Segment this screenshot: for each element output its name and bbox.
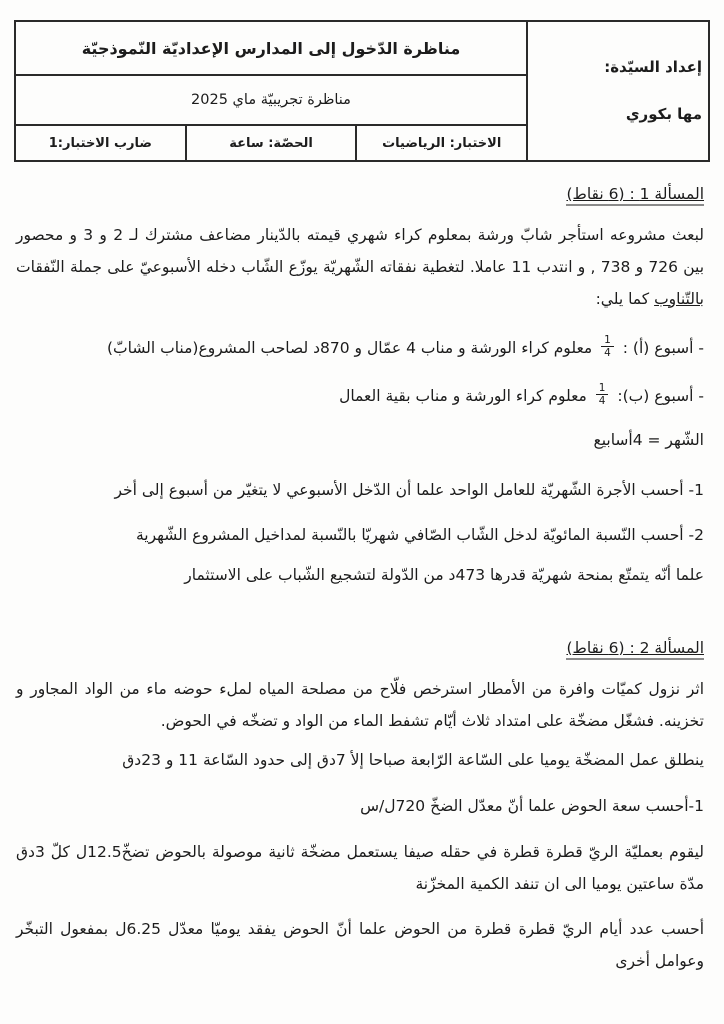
fraction-denominator: 4 (598, 395, 606, 408)
exam-header-table (14, 20, 710, 162)
problem1-section (16, 184, 704, 592)
week-b-text: معلوم كراء الورشة و مناب بقية العمال (339, 387, 592, 406)
problem1-intro-before: لبعث مشروعه استأجر شابّ ورشة بمعلوم كراء شهري قيمته بالدّينار مضاعف مشترك لـ 2 و 3 و محصور بين 726 و 738 , و انتدب 11 عاملا. لتغطية نفقاته الشّهريّة يوزّع الشّاب دخله الأسبوعيّ على جملة النّفقات (16, 226, 705, 276)
fraction-denominator: 4 (604, 347, 611, 360)
exam-title: مناظرة الدّخول إلى المدارس الإعداديّة النّموذجيّة (15, 21, 527, 75)
problem2-schedule: ينطلق عمل المضخّة يوميا على السّاعة الرّابعة صباحا إلأ 7دق إلى حدود السّاعة 11 و 23دق (122, 751, 704, 770)
exam-subject: الاختبار: الرياضيات (356, 125, 527, 161)
fraction-numerator: 1 (601, 334, 614, 347)
problem2-intro: اثر نزول كميّات وافرة من الأمطار استرخص فلّاح من مصلحة المياه لملء حوضه ماء من الواد المجاور و تخزينه. فشغّل مضخّة على امتداد ثلاث أيّام تشفط الماء من الواد و تضخّه في الحوض. (16, 679, 704, 730)
problem2-section (16, 638, 704, 978)
week-b-prefix: - أسبوع (ب): (612, 387, 704, 406)
fraction-one-quarter (596, 382, 609, 407)
fraction-one-quarter (601, 334, 614, 359)
exam-body (14, 184, 710, 978)
problem2-question1: 1-أحسب سعة الحوض علما أنّ معدّل الضخّ 720ل/س (360, 797, 704, 816)
problem2-irrigation: ليقوم بعمليّة الريّ قطرة قطرة في حقله صيفا يستعمل مضخّة ثانية موصولة بالحوض تضخّ12.5ل كلّ 3دق مدّة ساعتين يوميا الى ان تنفد الكمية المخزّنة (16, 842, 704, 893)
problem1-week-a (16, 333, 704, 365)
week-a-prefix: - أسبوع (أ) : (617, 339, 704, 358)
exam-coefficient: ضارب الاختبار:1 (15, 125, 186, 161)
problem1-intro-after: كما يلي: (595, 289, 655, 308)
problem1-question2-note: علما أنّه يتمتّع بمنحة شهريّة قدرها 473د من الدّولة لتشجيع الشّباب على الاستثمار (184, 566, 704, 585)
problem1-month-note: الشّهر = 4أسابيع (593, 430, 704, 449)
exam-duration: الحصّة: ساعة (186, 125, 357, 161)
fraction-numerator: 1 (596, 382, 609, 395)
problem2-question2: أحسب عدد أيام الريّ قطرة قطرة من الحوض علما أنّ الحوض يفقد يوميّا معدّل 6.25ل بمفعول التبخّر وعوامل أخرى (16, 920, 704, 971)
problem1-intro (16, 220, 704, 315)
problem2-heading: المسألة 2 : (6 نقاط) (566, 639, 704, 660)
problem1-intro-underlined-word: بالتّناوب (654, 289, 704, 308)
exam-subtitle: مناظرة تجريبيّة ماي 2025 (15, 75, 527, 125)
problem1-week-b (16, 381, 704, 413)
week-a-text: معلوم كراء الورشة و مناب 4 عمّال و 870د لصاحب المشروع(مناب الشابّ) (106, 339, 598, 358)
problem1-question2: 2- أحسب النّسبة المائويّة لدخل الشّاب الصّافي شهريّا بالنّسبة لمداخيل المشروع الشّهرية (135, 526, 704, 545)
prepared-by-name: مها بكوري (625, 105, 702, 123)
prepared-by-cell (527, 21, 709, 161)
problem1-question1: 1- أحسب الأجرة الشّهريّة للعامل الواحد علما أن الدّخل الأسبوعي لا يتغيّر من أسبوع إلى أخر (114, 480, 704, 499)
problem1-heading: المسألة 1 : (6 نقاط) (566, 185, 704, 206)
prepared-by-label: إعداد السيّدة: (604, 58, 702, 76)
